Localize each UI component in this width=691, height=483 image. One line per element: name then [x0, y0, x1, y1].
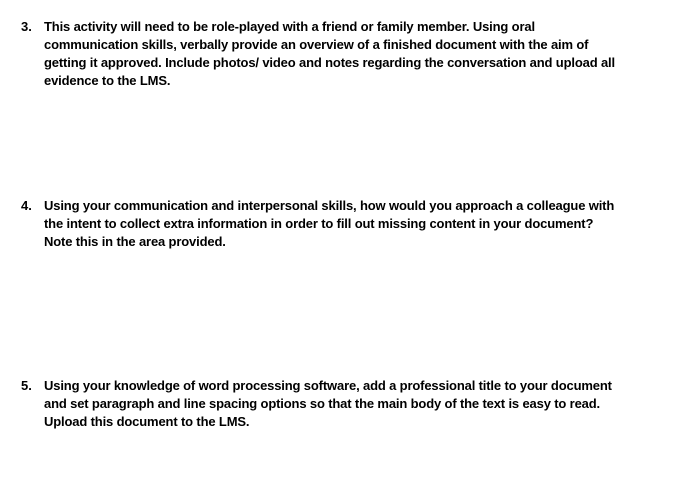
question-line: Note this in the area provided. — [44, 234, 226, 249]
question-line: the intent to collect extra information in order to fill out missing content in your document? — [44, 216, 594, 231]
question-number: 5. — [21, 378, 32, 393]
question-line: communication skills, verbally provide an overview of a finished document with the aim of — [44, 37, 589, 52]
question-line: This activity will need to be role-played with a friend or family member. Using oral — [44, 19, 535, 34]
question-text — [44, 377, 639, 431]
question-line: evidence to the LMS. — [44, 73, 171, 88]
question-line: Using your communication and interpersonal skills, how would you approach a colleague with — [44, 198, 615, 213]
question-text — [44, 18, 639, 90]
question-line: and set paragraph and line spacing options so that the main body of the text is easy to read. — [44, 396, 600, 411]
question-number: 4. — [21, 198, 32, 213]
question-text — [44, 197, 639, 251]
question-number: 3. — [21, 19, 32, 34]
question-line: getting it approved. Include photos/ video and notes regarding the conversation and upload all — [44, 55, 615, 70]
question-line: Upload this document to the LMS. — [44, 414, 250, 429]
question-line: Using your knowledge of word processing software, add a professional title to your document — [44, 378, 612, 393]
